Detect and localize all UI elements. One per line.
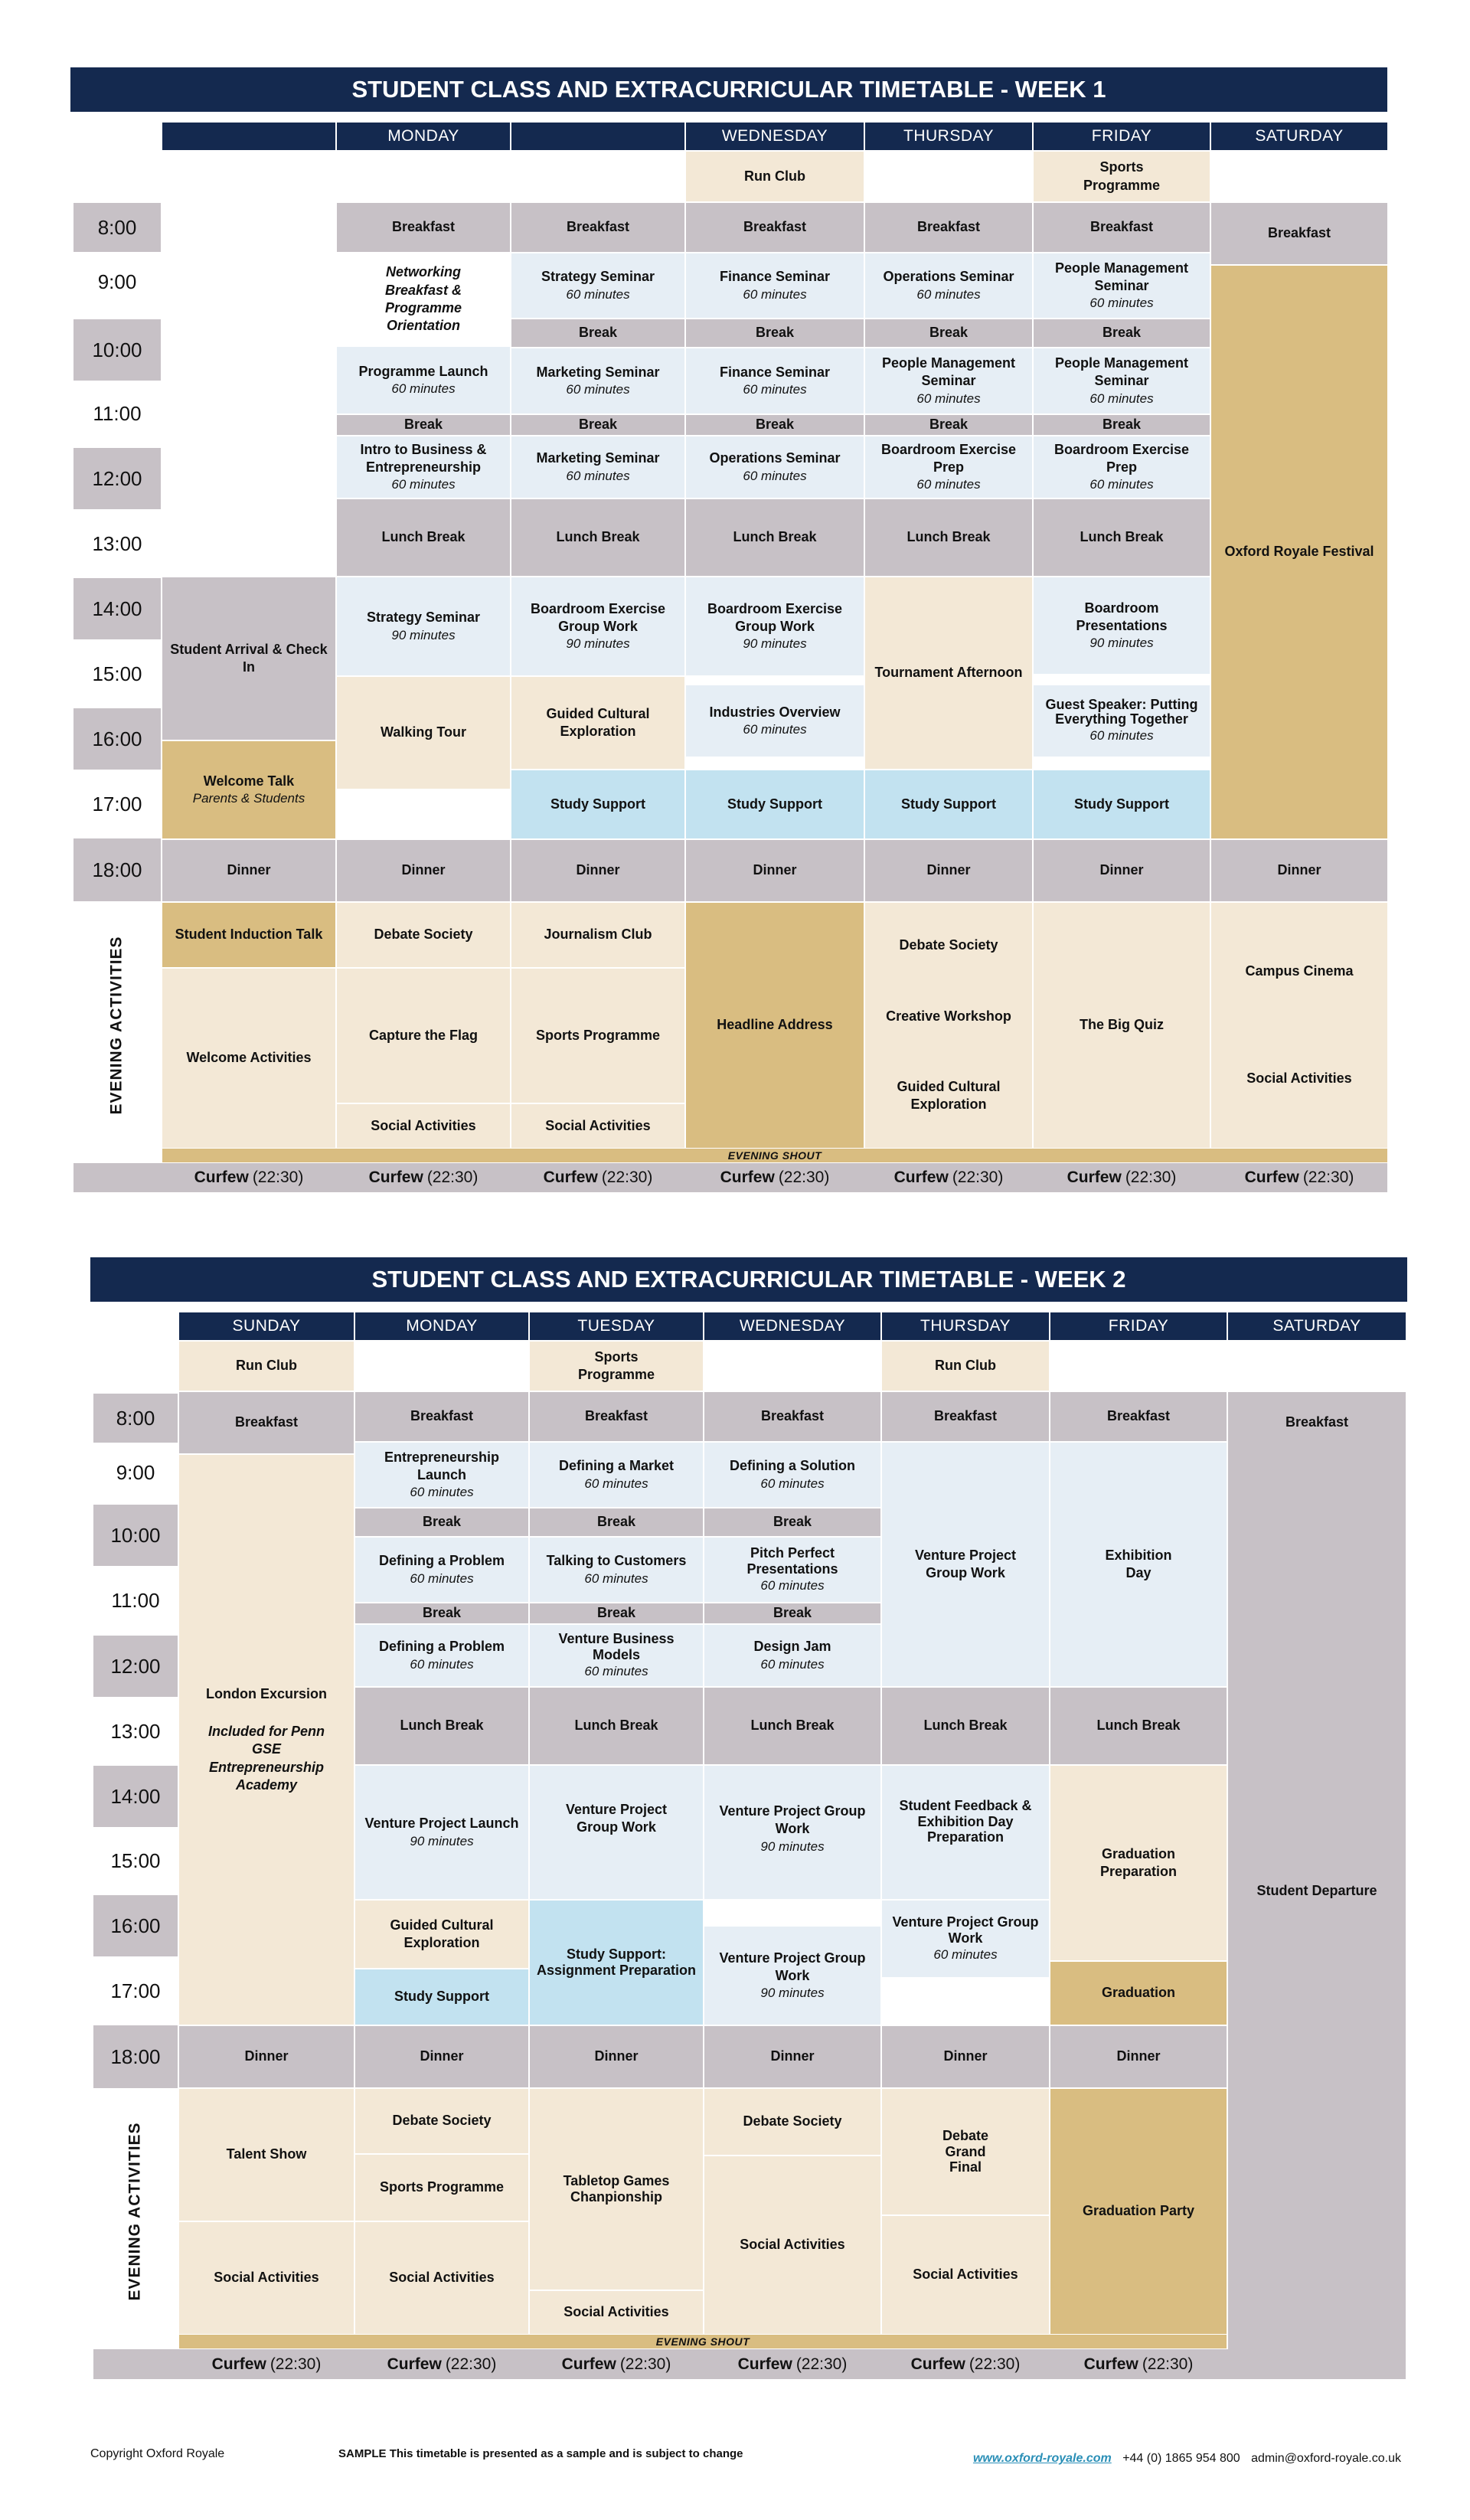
- w1-fri-boardroom-prep: Boardroom Exercise Prep 60 minutes: [1034, 436, 1210, 498]
- w1-mon-flag: Capture the Flag: [337, 969, 510, 1103]
- w2-curfew-fri: Curfew (22:30): [1083, 2355, 1194, 2373]
- w1-curfew-tue: Curfew (22:30): [543, 1168, 653, 1186]
- w1-fri-study: Study Support: [1034, 770, 1210, 838]
- w1-mon-breakfast: Breakfast: [337, 203, 510, 252]
- w1-thu-breakfast: Breakfast: [865, 203, 1032, 252]
- w1-tue-sports: Sports Programme: [511, 969, 684, 1103]
- w2-time-17: 17:00: [93, 1960, 178, 2022]
- w1-mon-walking-tour: Walking Tour: [337, 677, 510, 789]
- w2-day-sun: SUNDAY: [179, 1312, 354, 1340]
- w1-fri-presentations: Boardroom Presentations 90 minutes: [1034, 577, 1210, 674]
- w1-sat-breakfast: Breakfast: [1211, 203, 1387, 264]
- w1-mon-intro: Intro to Business & Entrepreneurship 60 minutes: [337, 436, 510, 498]
- w2-mon-lunch: Lunch Break: [355, 1688, 528, 1764]
- w2-mon-problem1: Defining a Problem 60 minutes: [355, 1538, 528, 1602]
- w1-wed-breakfast: Breakfast: [686, 203, 864, 252]
- w1-evening-label: EVENING ACTIVITIES: [108, 936, 126, 1115]
- w2-wed-debate: Debate Society: [704, 2089, 880, 2155]
- w2-curfew-sun: Curfew (22:30): [211, 2355, 322, 2373]
- w2-day-thu: THURSDAY: [882, 1312, 1049, 1340]
- w2-wed-social: Social Activities: [704, 2156, 880, 2334]
- w1-mon-debate: Debate Society: [337, 903, 510, 967]
- w2-tue-sports: Sports Programme: [530, 1342, 703, 1391]
- w1-time-16: 16:00: [74, 708, 161, 770]
- w1-evening-shout: EVENING SHOUT: [162, 1149, 1387, 1162]
- w1-time-11: 11:00: [74, 383, 161, 444]
- w2-time-14: 14:00: [93, 1766, 178, 1827]
- w2-wed-break2: Break: [704, 1603, 880, 1623]
- footer-phone: +44 (0) 1865 954 800: [1122, 2452, 1240, 2465]
- w2-sun-london-title: London Excursion: [205, 1685, 327, 1701]
- w1-curfew-thu: Curfew (22:30): [893, 1168, 1004, 1186]
- w2-tue-dinner: Dinner: [530, 2026, 703, 2087]
- w1-tue-marketing2: Marketing Seminar 60 minutes: [511, 436, 684, 498]
- w1-mon-launch: Programme Launch 60 minutes: [337, 347, 510, 413]
- w2-thu-feedback: Student Feedback & Exhibition Day Preparation: [882, 1766, 1049, 1899]
- w1-fri-breakfast: Breakfast: [1034, 203, 1210, 252]
- w2-curfew-thu: Curfew (22:30): [910, 2355, 1021, 2373]
- w1-tue-strategy: Strategy Seminar 60 minutes: [511, 253, 684, 318]
- w1-mon-strategy: Strategy Seminar 90 minutes: [337, 577, 510, 675]
- w2-sun-dinner: Dinner: [179, 2026, 354, 2087]
- w1-sat-dinner: Dinner: [1211, 840, 1387, 901]
- w1-thu-study: Study Support: [865, 770, 1032, 838]
- w2-time-12: 12:00: [93, 1636, 178, 1697]
- w1-thu-dinner: Dinner: [865, 840, 1032, 901]
- w2-tue-breakfast: Breakfast: [530, 1392, 703, 1441]
- w1-fri-sports: Sports Programme: [1034, 152, 1210, 201]
- w1-time-13: 13:00: [74, 513, 161, 574]
- w1-day-fri: FRIDAY: [1034, 123, 1210, 150]
- w1-day-sat: SATURDAY: [1211, 123, 1387, 150]
- w1-mon-networking: Networking Breakfast & Programme Orientation: [337, 253, 510, 345]
- w1-time-10: 10:00: [74, 319, 161, 381]
- footer-sample-rest: This timetable is presented as a sample and is subject to change: [389, 2447, 743, 2460]
- w1-thu-break2: Break: [865, 415, 1032, 435]
- w2-mon-problem2: Defining a Problem 60 minutes: [355, 1625, 528, 1686]
- w1-tue-guided: Guided Cultural Exploration: [511, 677, 684, 769]
- w1-fri-break2: Break: [1034, 415, 1210, 435]
- w2-evening-label: EVENING ACTIVITIES: [126, 2122, 144, 2301]
- w2-fri-lunch: Lunch Break: [1050, 1688, 1227, 1764]
- w2-tue-lunch: Lunch Break: [530, 1688, 703, 1764]
- w1-fri-guest: Guest Speaker: Putting Everything Together 60 minutes: [1034, 685, 1210, 757]
- w1-tue-breakfast: Breakfast: [511, 203, 684, 252]
- w2-sun-included: Included for Penn GSE Entrepreneurship Academy: [207, 1723, 325, 1793]
- w2-mon-debate: Debate Society: [355, 2089, 528, 2153]
- w2-thu-social: Social Activities: [882, 2216, 1049, 2334]
- w1-mon-break: Break: [337, 415, 510, 435]
- w2-wed-solution: Defining a Solution 60 minutes: [704, 1443, 880, 1507]
- w2-wed-dinner: Dinner: [704, 2026, 880, 2087]
- w1-curfew-mon: Curfew (22:30): [368, 1168, 479, 1186]
- w1-wed-headline: Headline Address: [686, 903, 864, 1148]
- w1-day-sun: [162, 123, 335, 150]
- w1-time-9: 9:00: [74, 255, 161, 309]
- footer-website-link[interactable]: www.oxford-royale.com: [972, 2452, 1112, 2465]
- w2-fri-graduation: Graduation: [1050, 1962, 1227, 2025]
- w1-wed-industries: Industries Overview 60 minutes: [686, 685, 864, 757]
- w1-sun-welcome-talk: Welcome Talk Parents & Students: [162, 741, 335, 838]
- w1-sun-dinner: Dinner: [162, 840, 335, 901]
- w1-wed-boardroom: Boardroom Exercise Group Work 90 minutes: [686, 577, 864, 675]
- w2-mon-entrepreneurship: Entrepreneurship Launch 60 minutes: [355, 1443, 528, 1507]
- w2-wed-lunch: Lunch Break: [704, 1688, 880, 1764]
- w1-day-mon: MONDAY: [337, 123, 510, 150]
- w1-tue-journalism: Journalism Club: [511, 903, 684, 967]
- w1-wed-break1: Break: [686, 319, 864, 347]
- w2-tue-social: Social Activities: [530, 2291, 703, 2334]
- w1-thu-guided: Guided Cultural Exploration: [897, 1078, 1001, 1113]
- week1-title: STUDENT CLASS AND EXTRACURRICULAR TIMETABLE - WEEK 1: [70, 67, 1387, 112]
- w2-mon-guided: Guided Cultural Exploration: [355, 1901, 528, 1968]
- w1-wed-finance2: Finance Seminar 60 minutes: [686, 348, 864, 413]
- w1-curfew-wed: Curfew (22:30): [720, 1168, 830, 1186]
- w1-sun-induction: Student Induction Talk: [162, 903, 335, 967]
- w2-sun-run-club: Run Club: [179, 1342, 354, 1391]
- w2-mon-sports: Sports Programme: [355, 2155, 528, 2221]
- w2-time-16: 16:00: [93, 1895, 178, 1956]
- w2-day-sat: SATURDAY: [1228, 1312, 1406, 1340]
- w1-day-thu: THURSDAY: [865, 123, 1032, 150]
- w1-time-8: 8:00: [74, 203, 161, 252]
- w1-thu-evening: [865, 903, 1032, 1148]
- w2-tue-tabletop: Tabletop Games Chanpionship: [530, 2089, 703, 2290]
- w2-curfew-tue: Curfew (22:30): [561, 2355, 671, 2373]
- w1-fri-lunch: Lunch Break: [1034, 499, 1210, 576]
- w2-fri-party: Graduation Party: [1050, 2089, 1227, 2334]
- w2-time-8: 8:00: [93, 1394, 178, 1443]
- w1-sat-cinema: Campus Cinema: [1245, 963, 1354, 979]
- w2-time-15: 15:00: [93, 1830, 178, 1891]
- w2-mon-study: Study Support: [355, 1969, 528, 2025]
- w1-thu-tournament: Tournament Afternoon: [865, 577, 1032, 769]
- w1-thu-creative: Creative Workshop: [886, 1008, 1011, 1024]
- w1-time-15: 15:00: [74, 643, 161, 704]
- w2-curfew-mon: Curfew (22:30): [387, 2355, 497, 2373]
- w2-sun-london: [179, 1455, 354, 2025]
- w2-fri-breakfast: Breakfast: [1050, 1392, 1227, 1441]
- week2-title: STUDENT CLASS AND EXTRACURRICULAR TIMETABLE - WEEK 2: [90, 1257, 1407, 1302]
- w2-time-13: 13:00: [93, 1701, 178, 1762]
- w2-time-11: 11:00: [93, 1570, 178, 1631]
- w1-fri-quiz: The Big Quiz: [1034, 903, 1210, 1148]
- w1-wed-dinner: Dinner: [686, 840, 864, 901]
- w2-sat-breakfast: Breakfast: [1228, 1392, 1406, 1453]
- w2-wed-design-jam: Design Jam 60 minutes: [704, 1625, 880, 1686]
- w2-mon-venture-launch: Venture Project Launch 90 minutes: [355, 1766, 528, 1899]
- w2-sun-social: Social Activities: [179, 2222, 354, 2334]
- w2-thu-lunch: Lunch Break: [882, 1688, 1049, 1764]
- w1-thu-people: People Management Seminar 60 minutes: [865, 348, 1032, 413]
- w1-thu-debate: Debate Society: [899, 937, 998, 953]
- w1-day-tue: [511, 123, 684, 150]
- w2-thu-venture: Venture Project Group Work: [882, 1443, 1049, 1686]
- w1-mon-dinner: Dinner: [337, 840, 510, 901]
- w2-day-fri: FRIDAY: [1050, 1312, 1227, 1340]
- w2-day-tue: TUESDAY: [530, 1312, 703, 1340]
- w1-sat-evening: [1211, 903, 1387, 1148]
- w2-tue-study: Study Support: Assignment Preparation: [530, 1901, 703, 2025]
- w1-tue-social: Social Activities: [511, 1104, 684, 1148]
- w2-tue-venture: Venture Project Group Work: [530, 1766, 703, 1899]
- w1-mon-lunch: Lunch Break: [337, 499, 510, 576]
- w1-tue-dinner: Dinner: [511, 840, 684, 901]
- w2-thu-venture: Venture Project Group Work 60 minutes: [882, 1901, 1049, 1977]
- w2-tue-business-models: Venture Business Models 60 minutes: [530, 1625, 703, 1686]
- w2-time-10: 10:00: [93, 1505, 178, 1566]
- w2-sun-talent: Talent Show: [179, 2089, 354, 2221]
- w2-wed-venture1: Venture Project Group Work 90 minutes: [704, 1766, 880, 1899]
- w2-fri-grad-prep: Graduation Preparation: [1050, 1766, 1227, 1960]
- w1-sat-festival: Oxford Royale Festival: [1211, 266, 1387, 838]
- w1-tue-break2: Break: [511, 415, 684, 435]
- w1-curfew-fri: Curfew (22:30): [1067, 1168, 1177, 1186]
- w1-thu-break1: Break: [865, 319, 1032, 347]
- w2-time-18: 18:00: [93, 2025, 178, 2088]
- footer-sample-bold: SAMPLE: [338, 2447, 387, 2460]
- w1-curfew-sat: Curfew (22:30): [1244, 1168, 1354, 1186]
- w2-fri-exhibition: Exhibition Day: [1050, 1443, 1227, 1686]
- w2-time-9: 9:00: [93, 1446, 178, 1499]
- footer-copyright: Copyright Oxford Royale: [90, 2447, 225, 2460]
- w2-mon-break1: Break: [355, 1508, 528, 1536]
- w1-fri-people1: People Management Seminar 60 minutes: [1034, 253, 1210, 318]
- w2-thu-run-club: Run Club: [882, 1342, 1049, 1391]
- w2-wed-break1: Break: [704, 1508, 880, 1536]
- w1-tue-study: Study Support: [511, 770, 684, 838]
- w2-sun-breakfast: Breakfast: [179, 1392, 354, 1453]
- w1-wed-run-club: Run Club: [686, 152, 864, 201]
- w1-fri-people2: People Management Seminar 60 minutes: [1034, 348, 1210, 413]
- w1-thu-lunch: Lunch Break: [865, 499, 1032, 576]
- w2-tue-break1: Break: [530, 1508, 703, 1536]
- w1-fri-break1: Break: [1034, 319, 1210, 347]
- w1-tue-marketing1: Marketing Seminar 60 minutes: [511, 348, 684, 413]
- w2-sat-departure: Student Departure: [1228, 1453, 1406, 2379]
- w1-wed-lunch: Lunch Break: [686, 499, 864, 576]
- w1-day-wed: WEDNESDAY: [686, 123, 864, 150]
- w1-tue-break1: Break: [511, 319, 684, 347]
- w2-tue-break2: Break: [530, 1603, 703, 1623]
- w1-thu-boardroom-prep: Boardroom Exercise Prep 60 minutes: [865, 436, 1032, 498]
- w1-fri-dinner: Dinner: [1034, 840, 1210, 901]
- w1-curfew-sun: Curfew (22:30): [194, 1168, 304, 1186]
- w1-sat-social: Social Activities: [1246, 1070, 1352, 1087]
- w2-curfew-wed: Curfew (22:30): [737, 2355, 848, 2373]
- footer-sample-note: [338, 2447, 890, 2466]
- w2-wed-venture2: Venture Project Group Work 90 minutes: [704, 1927, 880, 2025]
- w2-mon-social: Social Activities: [355, 2222, 528, 2334]
- w1-time-12: 12:00: [74, 448, 161, 509]
- w1-sun-arrival: Student Arrival & Check In: [162, 577, 335, 740]
- w1-thu-operations: Operations Seminar 60 minutes: [865, 253, 1032, 318]
- w1-wed-break2: Break: [686, 415, 864, 435]
- w2-thu-breakfast: Breakfast: [882, 1392, 1049, 1441]
- w1-time-14: 14:00: [74, 578, 161, 639]
- w2-mon-breakfast: Breakfast: [355, 1392, 528, 1441]
- w1-tue-boardroom: Boardroom Exercise Group Work 90 minutes: [511, 577, 684, 675]
- w2-day-mon: MONDAY: [355, 1312, 528, 1340]
- footer-contact: [926, 2452, 1401, 2470]
- w1-wed-study: Study Support: [686, 770, 864, 838]
- w2-tue-market: Defining a Market 60 minutes: [530, 1443, 703, 1507]
- w2-mon-break2: Break: [355, 1603, 528, 1623]
- w2-mon-dinner: Dinner: [355, 2026, 528, 2087]
- w2-evening-shout: EVENING SHOUT: [179, 2335, 1227, 2348]
- w1-wed-finance1: Finance Seminar 60 minutes: [686, 253, 864, 318]
- w2-tue-customers: Talking to Customers 60 minutes: [530, 1538, 703, 1602]
- w1-time-18: 18:00: [74, 838, 161, 901]
- w1-sun-welcome-activities: Welcome Activities: [162, 969, 335, 1148]
- w2-thu-grand-final: Debate Grand Final: [882, 2089, 1049, 2214]
- w1-time-17: 17:00: [74, 773, 161, 835]
- w1-mon-social: Social Activities: [337, 1104, 510, 1148]
- w2-day-wed: WEDNESDAY: [704, 1312, 880, 1340]
- w1-wed-operations: Operations Seminar 60 minutes: [686, 436, 864, 498]
- footer-email: admin@oxford-royale.co.uk: [1251, 2452, 1401, 2465]
- w1-tue-lunch: Lunch Break: [511, 499, 684, 576]
- w2-thu-dinner: Dinner: [882, 2026, 1049, 2087]
- w2-wed-pitch: Pitch Perfect Presentations 60 minutes: [704, 1538, 880, 1602]
- w2-fri-dinner: Dinner: [1050, 2026, 1227, 2087]
- w2-wed-breakfast: Breakfast: [704, 1392, 880, 1441]
